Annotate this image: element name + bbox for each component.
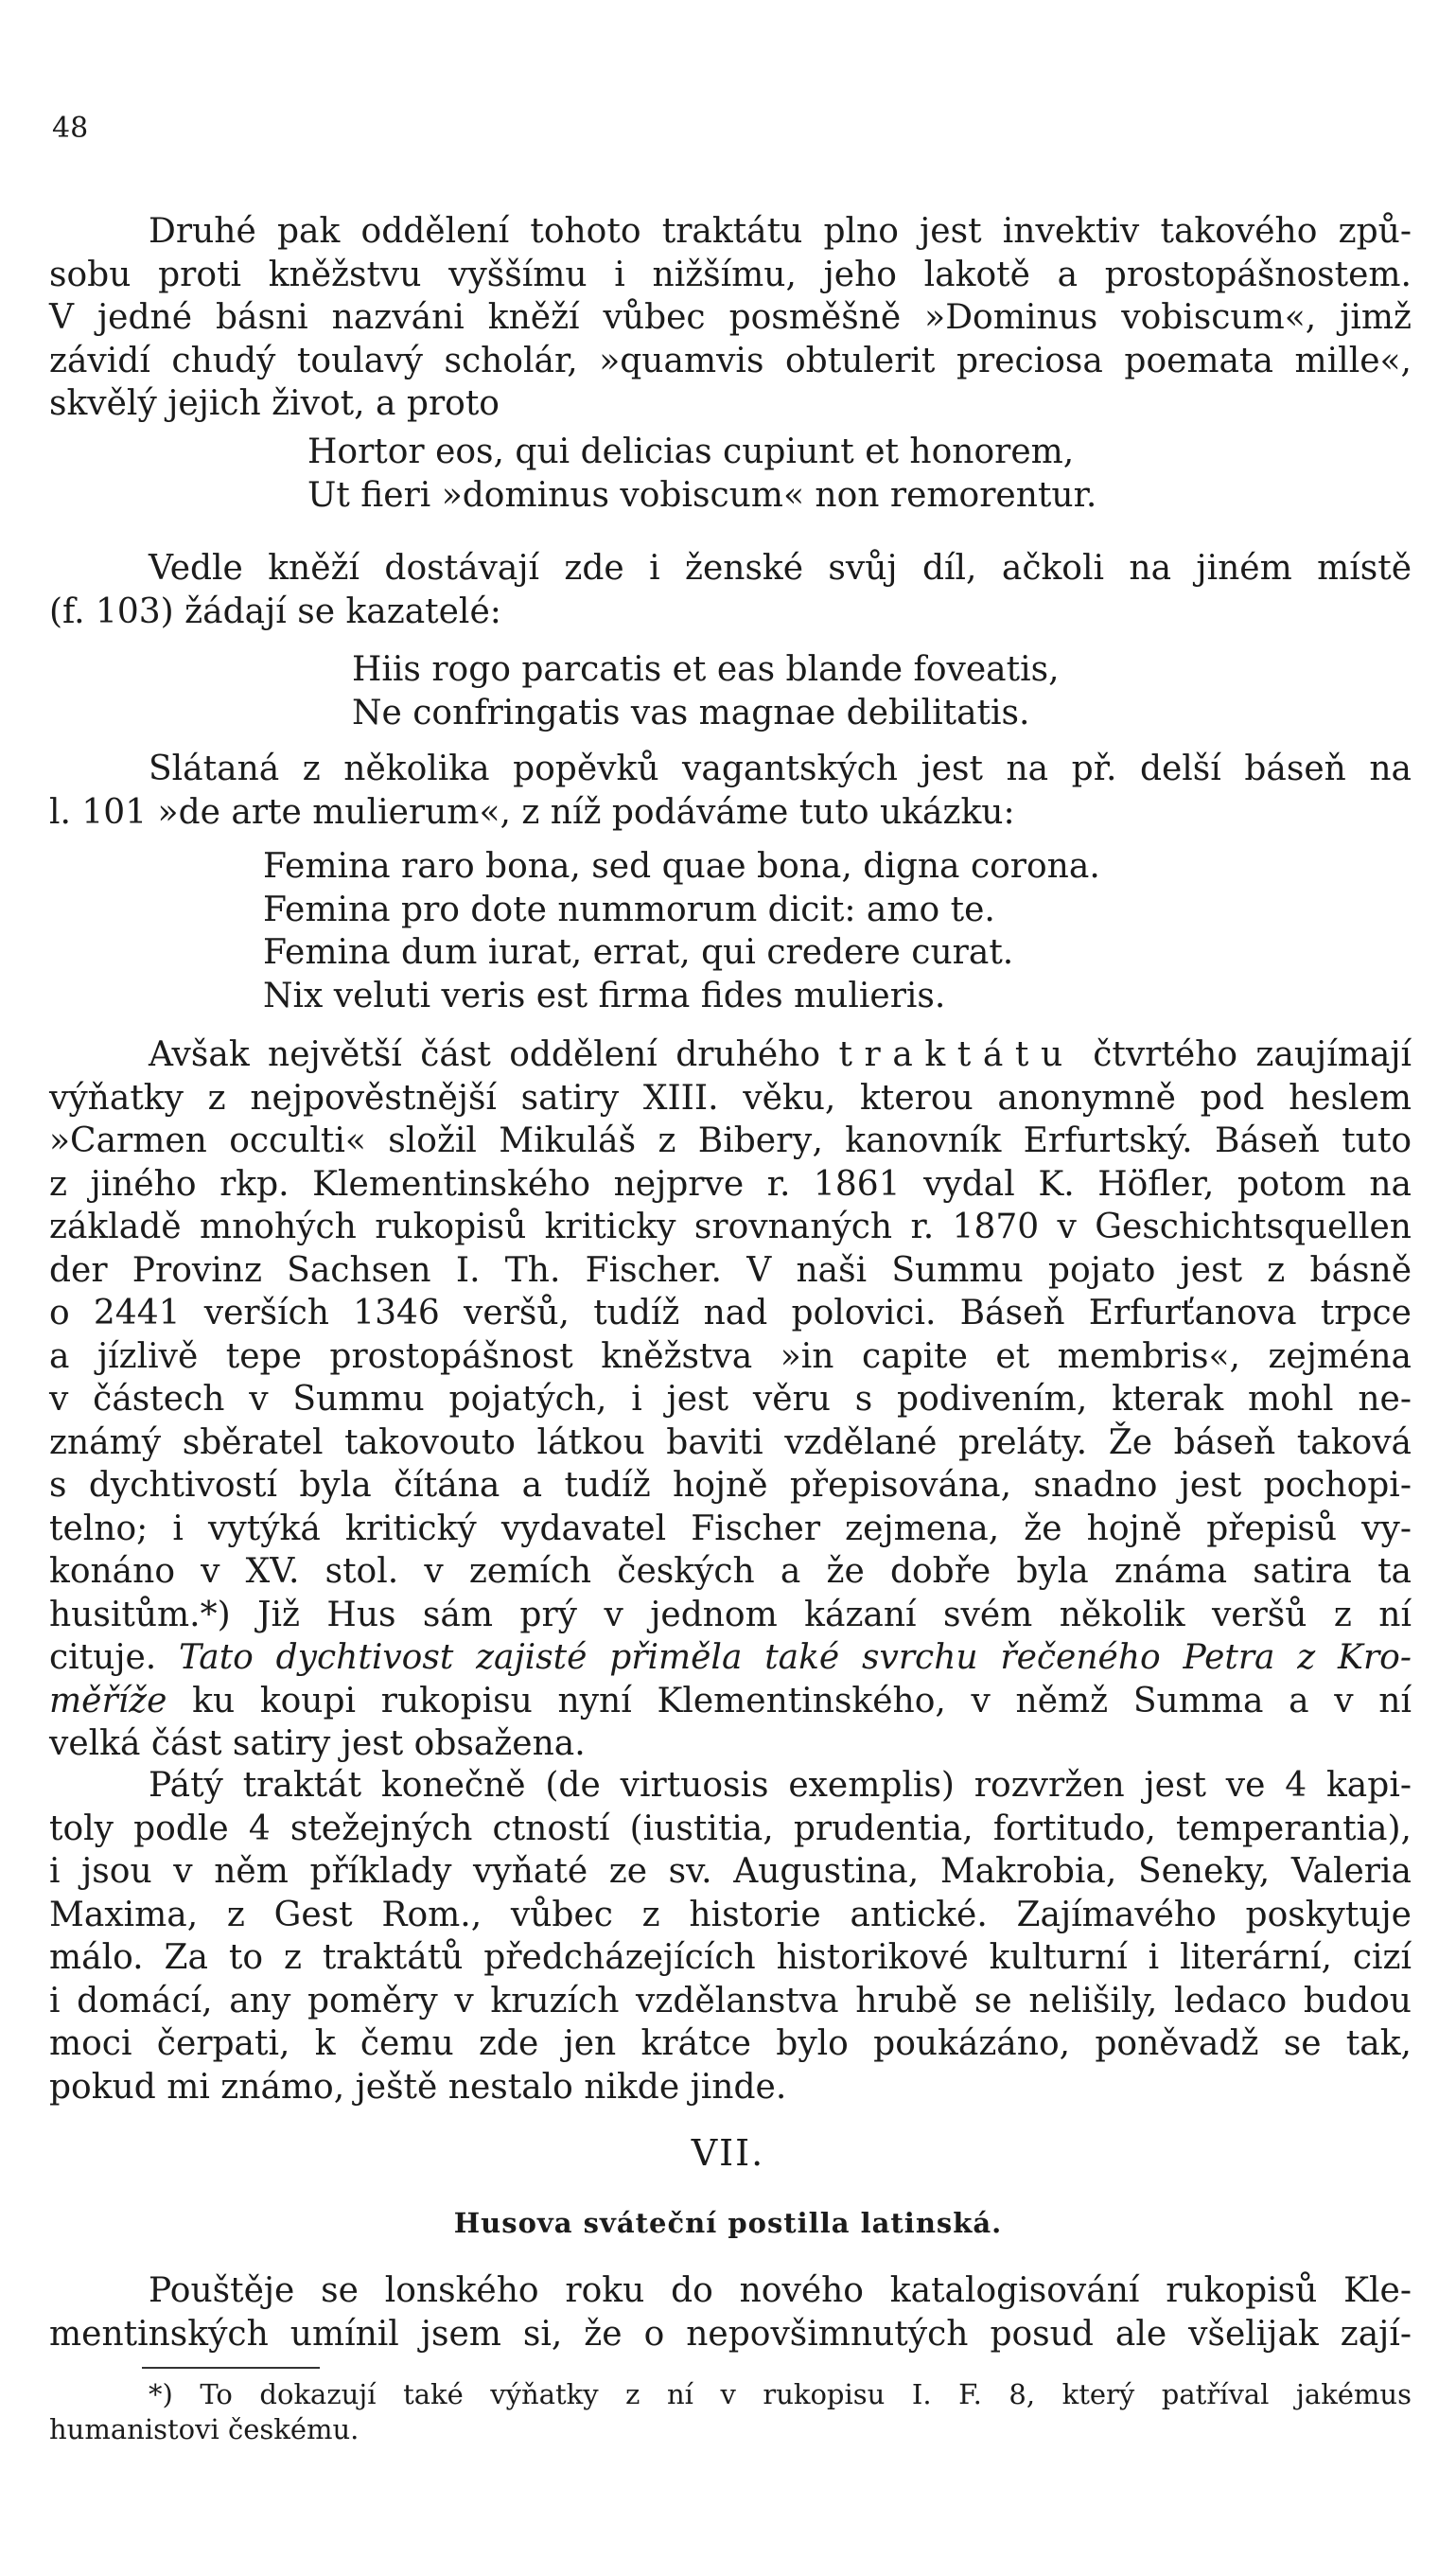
- verse-line: Ne confringatis vas magnae debilitatis.: [352, 693, 1030, 732]
- section-title: Husova sváteční postilla latinská.: [453, 2207, 1003, 2239]
- text-run: Avšak největší část oddělení druhého: [149, 1035, 839, 1074]
- text-line: s dychtivostí byla čítána a tudíž hojně přepisována, snadno jest pochopi-: [49, 1466, 1412, 1505]
- text-line: málo. Za to z traktátů předcházejících historikové kulturní i literární, cizí: [49, 1938, 1412, 1977]
- text-line: skvělý jejich život, a proto: [49, 384, 500, 423]
- footnote: [49, 2377, 1412, 2447]
- text-line: výňatky z nejpověstnější satiry XIII. věku, kterou anonymně pod heslem: [49, 1078, 1412, 1118]
- text-line: Druhé pak oddělení tohoto traktátu plno jest invektiv takového způ-: [149, 212, 1412, 251]
- text-line: Pouštěje se lonského roku do nového katalogisování rukopisů Kle-: [149, 2271, 1412, 2310]
- text-line: (f. 103) žádají se kazatelé:: [49, 591, 501, 631]
- text-line: i domácí, any poměry v kruzích vzdělanstva hrubě se nelišily, ledaco budou: [49, 1981, 1412, 2020]
- verse-line: Ut fieri »dominus vobiscum« non remorentur.: [307, 475, 1097, 515]
- text-line: [49, 1033, 1412, 1077]
- verse-quote-2: [352, 648, 1060, 734]
- text-line: Maxima, z Gest Rom., vůbec z historie antické. Zajímavého poskytuje: [49, 1895, 1412, 1934]
- text-line: z jiného rkp. Klementinského nejprve r. 1861 vydal K. Höfler, potom na: [49, 1164, 1412, 1204]
- verse-quote-1: [307, 431, 1096, 517]
- footnote-line: humanistovi českému.: [49, 2413, 360, 2445]
- italic-run: Tato dychtivost zajisté přiměla také svrchu řečeného Petra z Kro-: [179, 1638, 1412, 1677]
- paragraph-3: [49, 748, 1412, 834]
- paragraph-2: [49, 547, 1412, 633]
- text-line: základě mnohých rukopisů kriticky srovnaných r. 1870 v Geschichtsquellen: [49, 1208, 1412, 1246]
- text-run: čtvrtého zaujímají: [1074, 1035, 1412, 1074]
- text-line: i jsou v něm příklady vyňaté ze sv. Augustina, Makrobia, Seneky, Valeria: [49, 1852, 1412, 1891]
- paragraph-6: [49, 2269, 1412, 2355]
- text-line: o 2441 verších 1346 veršů, tudíž nad polovici. Báseň Erfurťanova trpce: [49, 1294, 1412, 1332]
- verse-quote-3: [263, 845, 1100, 1017]
- text-line: pokud mi známo, ještě nestalo nikde jinde.: [49, 2067, 787, 2107]
- text-run: ku koupi rukopisu nyní Klementinského, v němž Summa a v ní: [167, 1681, 1412, 1720]
- text-line: [49, 1680, 1412, 1723]
- text-line: známý sběratel takovouto látkou baviti vzdělané preláty. Že báseň taková: [49, 1422, 1412, 1462]
- page-number: 48: [52, 112, 89, 145]
- verse-line: Hortor eos, qui delicias cupiunt et honorem,: [307, 432, 1075, 471]
- footnote-divider: [142, 2367, 320, 2369]
- section-number: VII.: [691, 2132, 765, 2174]
- text-line: der Provinz Sachsen I. Th. Fischer. V naši Summu pojato jest z básně: [49, 1250, 1412, 1290]
- text-run: cituje.: [49, 1638, 180, 1677]
- spaced-word: traktátu: [838, 1035, 1075, 1074]
- text-line: husitům.*) Již Hus sám prý v jednom kázaní svém několik veršů z ní: [49, 1595, 1412, 1634]
- text-line: Vedle kněží dostávají zde i ženské svůj díl, ačkoli na jiném místě: [149, 549, 1412, 588]
- text-line: a jízlivě tepe prostopášnost kněžstva »in capite et membris«, zejména: [49, 1336, 1412, 1376]
- text-line: [49, 1636, 1412, 1680]
- text-line: telno; i vytýká kritický vydavatel Fischer zejmena, že hojně přepisů vy-: [49, 1509, 1412, 1548]
- italic-run: měříže: [49, 1681, 167, 1720]
- text-line: »Carmen occulti« složil Mikuláš z Biberу, kanovník Erfurtský. Báseň tuto: [49, 1121, 1412, 1160]
- text-line: moci čerpati, k čemu zde jen krátce bylo poukázáno, poněvadž se tak,: [49, 2024, 1412, 2063]
- text-line: Pátý traktát konečně (de virtuosis exemplis) rozvržen jest ve 4 kapi-: [149, 1766, 1412, 1805]
- paragraph-1: [49, 210, 1412, 426]
- verse-line: Femina dum iurat, errat, qui credere curat.: [263, 933, 1014, 972]
- paragraph-5: [49, 1764, 1412, 2108]
- text-line: mentinských umínil jsem si, že o nepovšimnutých posud ale všelijak zají-: [49, 2314, 1412, 2354]
- verse-line: Nix veluti veris est firma fides mulieris.: [263, 976, 946, 1015]
- paragraph-4: [49, 1033, 1412, 1766]
- text-line: sobu proti kněžstvu vyššímu i nižšímu, jeho lakotě a prostopášnostem.: [49, 255, 1412, 294]
- text-line: v částech v Summu pojatých, i jest věru s podivením, kterak mohl ne-: [49, 1380, 1412, 1419]
- text-line: toly podle 4 stežejných ctností (iustitia, prudentia, fortitudo, temperantia),: [49, 1808, 1412, 1848]
- text-line: závidí chudý toulavý scholár, »quamvis obtulerit preciosa poemata mille«,: [49, 341, 1412, 380]
- verse-line: Femina pro dote nummorum dicit: amo te.: [263, 890, 995, 929]
- text-line: l. 101 »de arte mulierum«, z níž podáváme tuto ukázku:: [49, 792, 1015, 832]
- text-line: Slátaná z několika popěvků vagantských jest na př. delší báseň na: [149, 750, 1412, 788]
- verse-line: Femina raro bona, sed quae bona, digna corona.: [263, 847, 1100, 886]
- text-line: V jedné básni nazváni kněží vůbec posměšně »Dominus vobiscum«, jimž: [49, 298, 1412, 337]
- verse-line: Hiis rogo parcatis et eas blande foveatis,: [352, 650, 1060, 689]
- text-line: konáno v XV. stol. v zemích českých a že dobře byla známa satira ta: [49, 1552, 1412, 1591]
- text-line: velká část satiry jest obsažena.: [49, 1724, 586, 1763]
- footnote-line: *) To dokazují také výňatky z ní v rukopisu I. F. 8, který patříval jakémus: [149, 2378, 1412, 2410]
